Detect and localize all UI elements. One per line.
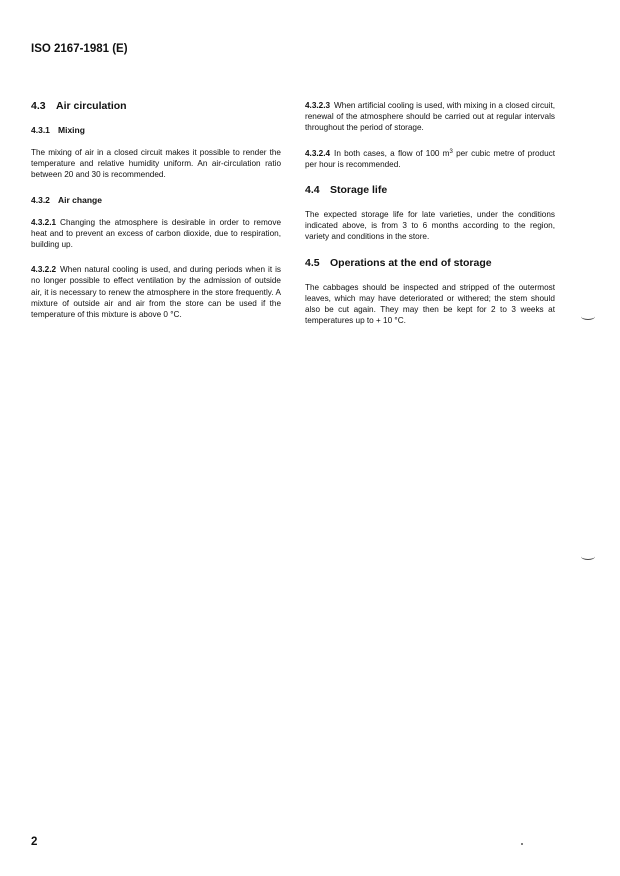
section-title: Operations at the end of storage <box>330 256 492 269</box>
clause-number: 4.3.2.3 <box>305 101 331 110</box>
right-column <box>305 100 555 340</box>
left-column <box>31 100 281 334</box>
paragraph-4-4: The expected storage life for late varieties, under the conditions indicated above, is from 3 to 6 months according to the region, variety and conditions in the store. <box>305 210 555 242</box>
section-number: 4.3.2 <box>31 194 50 205</box>
section-4-3-heading <box>31 100 281 112</box>
scan-artifact-mark <box>581 553 595 560</box>
paragraph-4-3-2-4 <box>305 148 555 170</box>
section-4-3-2-heading <box>31 195 281 205</box>
section-number: 4.5 <box>305 256 320 269</box>
superscript: 3 <box>449 148 453 155</box>
document-header: ISO 2167-1981 (E) <box>31 43 128 55</box>
section-number: 4.3 <box>31 100 46 112</box>
clause-number: 4.3.2.2 <box>31 265 57 275</box>
paragraph-4-3-2-1 <box>31 217 281 251</box>
scan-artifact-mark <box>581 313 595 320</box>
section-title: Mixing <box>58 125 85 135</box>
section-title: Storage life <box>330 184 388 197</box>
page-number: 2 <box>31 836 38 848</box>
paragraph-4-3-2-3 <box>305 100 555 134</box>
paragraph-4-3-1: The mixing of air in a closed circuit makes it possible to render the temperature and relative humidity uniform. An air-circulation ratio between 20 and 30 is recommended. <box>31 148 281 180</box>
paragraph-4-5: The cabbages should be inspected and stripped of the outermost leaves, which may have deteriorated or withered; the stem should also be cut again. They may then be kept for 2 to 3 weeks at temperatures up to + 10 °C. <box>305 282 555 326</box>
section-title: Air change <box>58 194 102 205</box>
section-number: 4.3.1 <box>31 125 50 135</box>
clause-number: 4.3.2.4 <box>305 148 331 158</box>
clause-text: When natural cooling is used, and during periods when it is no longer possible to effect ventilation by the admission of outside air, it is necessary to renew the atmosphere in the store frequently. A mixture of outside air and air from the store can be used if the temperature of this mixture is above 0 °C. <box>31 265 281 320</box>
clause-text-a: In both cases, a flow of 100 m <box>334 148 450 158</box>
section-4-4-heading <box>305 184 555 196</box>
section-4-3-1-heading <box>31 125 281 135</box>
clause-text-b: per cubic metre of product per hour is recommended. <box>305 148 555 169</box>
paragraph-4-3-2-2 <box>31 264 281 320</box>
section-title: Air circulation <box>56 100 127 112</box>
section-number: 4.4 <box>305 184 320 197</box>
section-4-5-heading <box>305 257 555 269</box>
clause-text: When artificial cooling is used, with mixing in a closed circuit, renewal of the atmosphere should be carried out at regular intervals throughout the period of storage. <box>305 101 555 133</box>
scan-artifact-dot <box>521 843 523 845</box>
clause-number: 4.3.2.1 <box>31 217 57 227</box>
clause-text: Changing the atmosphere is desirable in order to remove heat and to prevent an excess of carbon dioxide, due to respiration, building up. <box>31 217 281 250</box>
